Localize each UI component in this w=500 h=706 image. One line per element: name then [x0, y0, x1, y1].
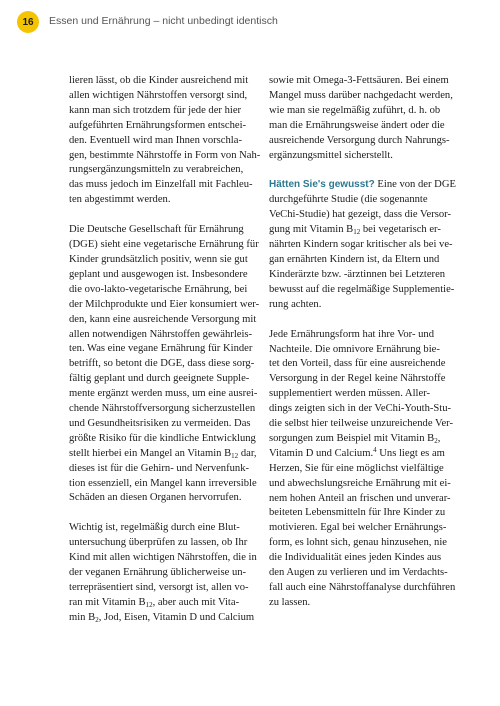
text-segment: Uns liegt es am — [376, 447, 445, 459]
text-line: Kind mit allen wichtigen Nährstoffen, die in — [69, 552, 257, 564]
text-line: nem hohen Anteil an frischen und unverar- — [269, 492, 451, 504]
text-line: Die Deutsche Gesellschaft für Ernährung — [69, 224, 244, 236]
text-line: kann man sich trotzdem für jede der hier — [69, 104, 242, 116]
text-line: dieses ist für die Gehirn- und Nervenfunk- — [69, 462, 250, 474]
text-line: man die Ernährungsweise ändert oder die — [269, 119, 445, 131]
text-line: chende Nährstoffversorgung sicherzustellen — [69, 403, 256, 415]
text-line: und Gesundheitsrisiken zu vermeiden. Das — [69, 417, 251, 429]
text-line: ergänzungsmittel sicherstellt. — [269, 149, 393, 161]
text-line: Wichtig ist, regelmäßig durch eine Blut- — [69, 522, 240, 534]
text-segment: sorgungen zum Beispiel mit Vitamin B — [269, 432, 435, 444]
paragraph — [269, 74, 453, 163]
text-line: geplant und ausgewogen ist. Insbesondere — [69, 268, 248, 280]
text-segment: dar, — [238, 447, 257, 459]
text-line: untersuchung überprüfen zu lassen, ob Ihr — [69, 537, 248, 549]
text-line: mente ergänzt werden muss, um eine ausrei- — [69, 388, 258, 400]
text-line: allen wichtigen Nährstoffen versorgt sind, — [69, 89, 248, 101]
text-line: gen, bestimmte Nährstoffe in Form von Nah- — [69, 149, 261, 161]
text-segment: , aber auch mit Vita- — [152, 596, 240, 608]
text-line: größte Risiko für die kindliche Entwicklung — [69, 432, 256, 444]
right-column — [269, 74, 456, 626]
text-line: der Milchprodukte und Eier konsumiert wer- — [69, 298, 260, 310]
text-line: den Augen zu verlieren und im Verdachts- — [269, 567, 448, 579]
text-segment: ran mit Vitamin B — [69, 596, 146, 608]
text-line — [269, 223, 447, 238]
text-line: das muss jedoch im Einzelfall mit Fachleu- — [69, 179, 253, 191]
text-line: wie man sie regelmäßig zuführt, d. h. ob — [269, 104, 441, 116]
text-segment: gung mit Vitamin B — [269, 224, 354, 236]
text-line: terrepräsentiert sind, versorgt ist, allen vo- — [69, 582, 249, 593]
subscript: 12 — [145, 600, 153, 609]
text-line: zu lassen. — [269, 596, 311, 608]
subscript: 12 — [231, 451, 239, 460]
text-line: und abwechslungsreiche Ernährung mit ei- — [269, 477, 451, 489]
text-line: rungsergänzungsmitteln zu verabreichen, — [69, 164, 244, 176]
text-line: gan ernährten Kindern ist, da Eltern und — [269, 253, 440, 265]
text-line — [269, 447, 447, 462]
text-line: Herzen, Sie für eine möglichst vielfältige — [269, 462, 444, 474]
info-box-heading: Hätten Sie's gewusst? — [269, 179, 375, 191]
text-line: sowie mit Omega-3-Fettsäuren. Bei einem — [269, 75, 449, 86]
paragraph — [69, 223, 260, 506]
text-line: aufgeführten Ernährungsformen entschei- — [69, 119, 247, 131]
running-title: Essen und Ernährung – nicht unbedingt identisch — [49, 15, 278, 27]
text-line: Mangel muss darüber nachgedacht werden, — [269, 89, 453, 101]
text-line: lieren lässt, ob die Kinder ausreichend mit — [69, 75, 249, 86]
text-segment: stellt hierbei ein Mangel an Vitamin B — [69, 447, 232, 459]
text-line: die Individualität eines jeden Kindes aus — [269, 552, 442, 564]
text-line: Jede Ernährungsform hat ihre Vor- und — [269, 328, 435, 340]
text-line: betrifft, so betont die DGE, dass diese sorg- — [69, 358, 255, 370]
text-segment: , Jod, Eisen, Vitamin D und Calcium — [98, 611, 255, 623]
text-line: Nachteile. Die omnivore Ernährung bie- — [269, 343, 440, 355]
text-line: beiteten Lebensmitteln für Ihre Kinder zu — [269, 507, 446, 519]
subscript: 2 — [434, 436, 438, 445]
text-line — [69, 447, 257, 462]
text-line: supplementiert werden müssen. Aller- — [269, 388, 431, 400]
text-line: den, kann eine ausreichende Versorgung mit — [69, 313, 257, 325]
page-number-badge: 16 — [17, 11, 39, 33]
text-line: Schäden an diesen Organen hervorrufen. — [69, 492, 242, 504]
text-line: form, es lohnt sich, genau hinzusehen, nie — [269, 537, 447, 549]
text-line: ausreichende Versorgung durch Nahrungs- — [269, 134, 450, 146]
text-line: die selbst hier teilweise unzureichende Ver- — [269, 418, 454, 430]
subscript: 2 — [95, 615, 99, 624]
text-line — [269, 178, 456, 193]
text-line: Versorgung in der Regel keine Nährstoffe — [269, 373, 446, 385]
text-line: tet den Vorteil, dass für eine ausreichende — [269, 358, 446, 370]
text-line — [69, 596, 249, 611]
text-line: ten. Was eine vegane Ernährung für Kinder — [69, 343, 253, 355]
text-line: fältig geplant und durch geeignete Supple- — [69, 373, 250, 385]
subscript: 12 — [353, 228, 361, 237]
text-line — [69, 611, 255, 626]
text-line: nährten Kindern sogar kritischer als bei ve- — [269, 239, 453, 251]
text-line: VeChi-Studie) hat gezeigt, dass die Versor- — [269, 209, 451, 221]
paragraph — [69, 521, 257, 625]
text-segment: Vitamin D und Calcium. — [269, 447, 374, 459]
text-line: (DGE) sieht eine vegetarische Ernährung für — [69, 239, 259, 251]
text-line: ten abgestimmt werden. — [69, 194, 171, 206]
text-line: allen notwendigen Nährstoffen gewährleis- — [69, 328, 253, 340]
paragraph — [269, 178, 456, 312]
text-line: Kinderärzte bzw. -ärztinnen bei Letzteren — [269, 268, 446, 280]
footnote-reference: 4 — [373, 445, 377, 454]
text-line — [269, 432, 447, 447]
text-line: die ovo-lakto-vegetarische Ernährung, bei — [69, 283, 248, 295]
paragraph — [269, 328, 456, 611]
text-segment: , — [437, 432, 441, 444]
paragraph — [69, 74, 261, 208]
text-line: tion essenziell, ein Mangel kann irreversible — [69, 477, 257, 489]
text-segment: bei vegetarisch er- — [360, 224, 441, 236]
text-line: Kinder grundsätzlich positiv, wenn sie gut — [69, 253, 248, 265]
text-line: durchgeführte Studie (die sogenannte — [269, 194, 428, 206]
text-line: fall auch eine Nährstoffanalyse durchführen — [269, 582, 456, 593]
text-line: motivieren. Egal bei welcher Ernährungs- — [269, 522, 447, 534]
left-column — [69, 74, 261, 641]
text-line: bewusst auf die regelmäßige Supplementie- — [269, 283, 455, 295]
text-line: dings zeigten sich in der VeChi-Youth-Stu- — [269, 403, 452, 415]
text-line: der veganen Ernährung üblicherweise un- — [69, 567, 247, 579]
text-line: rung achten. — [269, 298, 322, 310]
text-segment: Eine von der DGE — [374, 179, 456, 191]
text-line: den. Eventuell wird man Ihnen vorschla- — [69, 134, 242, 146]
page-header — [0, 11, 500, 33]
text-segment: min B — [69, 611, 96, 623]
